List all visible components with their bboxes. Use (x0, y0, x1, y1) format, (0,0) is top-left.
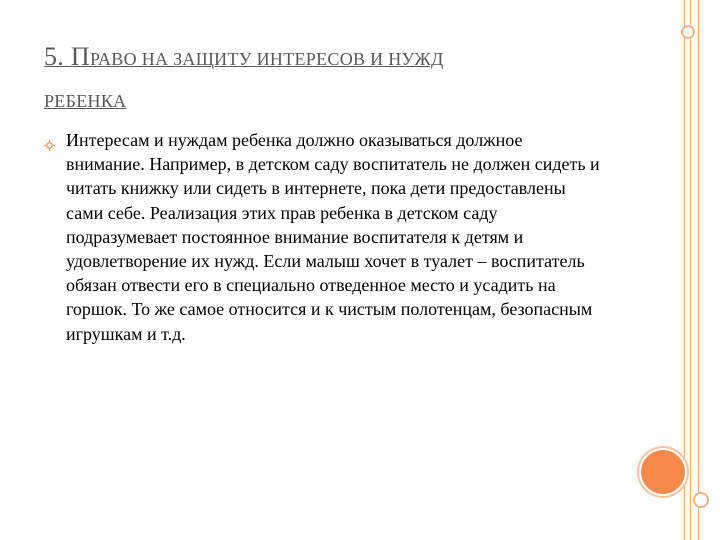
title-line-2: РЕБЕНКА (44, 91, 127, 111)
decorative-circle-accent (639, 448, 687, 496)
slide-title (44, 36, 644, 122)
title-rest: РАВО НА ЗАЩИТУ ИНТЕРЕСОВ И НУЖД (89, 49, 444, 69)
sun-bullet-icon (44, 140, 55, 151)
bullet-item (44, 128, 604, 346)
decorative-circle-top (681, 25, 695, 39)
decorative-border-line (698, 0, 699, 540)
decorative-border-line (684, 0, 685, 540)
title-line-1 (44, 36, 644, 80)
decorative-circle-bottom (693, 492, 709, 508)
decorative-border-line (690, 0, 691, 540)
title-first-letters: 5. П (44, 42, 90, 71)
bullet-text: Интересам и нуждам ребенка должно оказываться должное внимание. Например, в детском саду воспитатель не должен сидеть и читать книжку или сидеть в интернете, пока дети предоставлены сами себе. Реализация этих прав ребенка в детском саду подразумевает постоянное внимание воспитателя к детям и удовлетворение их нужд. Если малыш хочет в туалет – воспитатель обязан отвести его в специально отведенное место и усадить на горшок. То же самое относится и к чистым полотенцам, безопасным игрушкам и т.д. (66, 130, 600, 344)
